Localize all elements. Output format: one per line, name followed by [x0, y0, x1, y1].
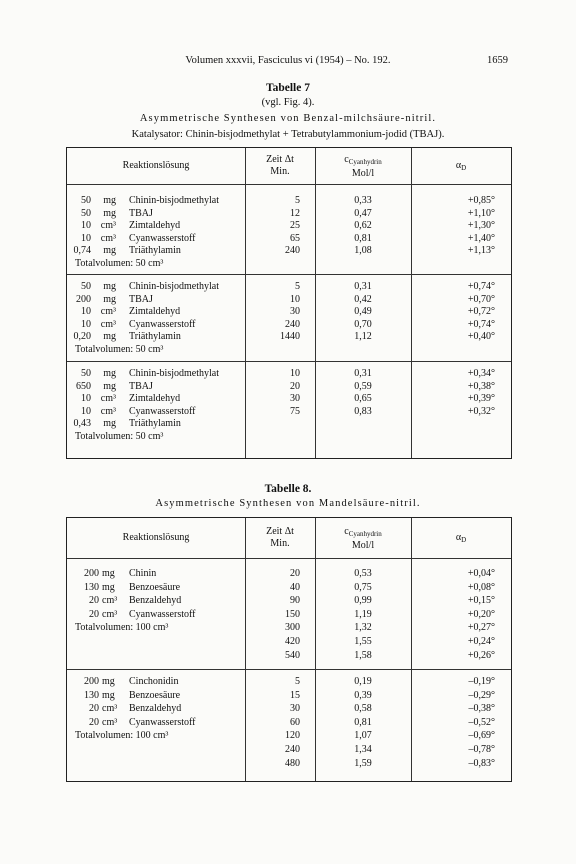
header-alpha [411, 160, 511, 174]
concentration-value: 1,07 [354, 730, 372, 742]
alpha-value: +0,20° [467, 608, 495, 620]
solution-component: Triäthylamin [129, 331, 181, 342]
concentration-value: 0,81 [354, 232, 372, 244]
header-conc-unit: Mol/l [351, 168, 375, 179]
concentration-value: 0,83 [354, 405, 372, 417]
time-value: 65 [290, 232, 300, 244]
concentration-value: 1,32 [354, 622, 372, 634]
solution-unit: mg [102, 676, 115, 687]
concentration-value: 0,58 [354, 703, 372, 715]
total-volume: Totalvolumen: 100 cm³ [75, 730, 169, 742]
solution-unit: mg [103, 368, 116, 379]
solution-unit: cm³ [102, 716, 118, 728]
solution-unit: mg [102, 689, 115, 701]
concentration-value: 0,65 [354, 393, 372, 404]
header-alpha-symbol: α [455, 532, 462, 543]
solution-amount: 20 [89, 595, 99, 607]
header-concentration [315, 154, 411, 180]
alpha-value: +1,40° [467, 232, 495, 244]
page-number: 1659 [487, 55, 508, 66]
header-conc-subscript: Cyanhydrin [348, 158, 382, 166]
concentration-value: 0,75 [354, 581, 372, 593]
time-value: 120 [285, 730, 300, 742]
concentration-value: 0,39 [354, 689, 372, 701]
solution-amount: 200 [84, 568, 99, 579]
header-conc-symbol: c [344, 154, 349, 165]
solution-component: Cyanwasserstoff [129, 405, 196, 417]
solution-component: Cinchonidin [129, 676, 179, 687]
solution-unit: cm³ [100, 393, 116, 404]
time-value: 300 [285, 622, 300, 634]
solution-unit: mg [103, 293, 116, 305]
solution-unit: cm³ [100, 405, 116, 417]
solution-unit: mg [103, 418, 116, 429]
solution-unit: mg [102, 581, 115, 593]
solution-amount: 50 [81, 368, 91, 379]
concentration-value: 0,81 [354, 716, 372, 728]
solution-amount: 50 [81, 207, 91, 219]
alpha-value: +0,08° [467, 581, 495, 593]
concentration-value: 1,12 [354, 331, 372, 342]
table7-title: Tabelle 7 [266, 82, 310, 94]
header-conc-label [315, 526, 411, 540]
alpha-value: +0,38° [467, 380, 495, 392]
solution-amount: 0,43 [73, 418, 91, 429]
header-reaction: Reaktionslösung [122, 532, 190, 543]
alpha-value: +0,27° [467, 622, 495, 634]
concentration-value: 0,31 [354, 281, 372, 292]
table8 [66, 517, 512, 782]
time-value: 30 [290, 393, 300, 404]
header-divider [67, 558, 511, 559]
solution-amount: 130 [84, 689, 99, 701]
solution-unit: cm³ [102, 703, 118, 715]
time-value: 240 [285, 245, 300, 256]
time-value: 150 [285, 608, 300, 620]
solution-amount: 0,20 [73, 331, 91, 342]
alpha-value: +0,85° [467, 195, 495, 206]
alpha-value: –0,29° [468, 689, 495, 701]
alpha-value: +0,70° [467, 293, 495, 305]
alpha-value: +1,10° [467, 207, 495, 219]
total-volume: Totalvolumen: 50 cm³ [75, 343, 164, 355]
header-conc-unit: Mol/l [351, 540, 375, 551]
time-value: 240 [285, 318, 300, 330]
time-value: 75 [290, 405, 300, 417]
solution-component: TBAJ [129, 380, 153, 392]
table8-title: Tabelle 8. [264, 483, 312, 495]
table7-subtitle: Asymmetrische Synthesen von Benzal-milchsäure-nitril. [139, 113, 437, 124]
time-value: 10 [290, 368, 300, 379]
header-reaction: Reaktionslösung [122, 160, 190, 171]
journal-citation: Volumen xxxvii, Fasciculus vi (1954) – No. 192. [185, 55, 391, 66]
concentration-value: 1,59 [354, 757, 372, 769]
solution-component: TBAJ [129, 293, 153, 305]
concentration-value: 1,55 [354, 636, 372, 647]
time-value: 480 [285, 757, 300, 769]
solution-unit: mg [103, 331, 116, 342]
alpha-value: +0,32° [467, 405, 495, 417]
time-value: 12 [290, 207, 300, 219]
solution-unit: cm³ [100, 306, 116, 317]
solution-component: Zimtaldehyd [129, 393, 181, 404]
solution-amount: 130 [84, 581, 99, 593]
alpha-value: +0,04° [467, 568, 495, 579]
header-concentration [315, 526, 411, 552]
concentration-value: 0,19 [354, 676, 372, 687]
alpha-value: –0,38° [468, 703, 495, 715]
table7-catalyst: Katalysator: Chinin-bisjodmethylat + Tetrabutylammonium-jodid (TBAJ). [131, 129, 445, 140]
solution-amount: 20 [89, 703, 99, 715]
header-alpha-subscript: D [461, 536, 467, 544]
solution-amount: 10 [81, 405, 91, 417]
time-value: 240 [285, 744, 300, 755]
concentration-value: 0,31 [354, 368, 372, 379]
solution-amount: 10 [81, 318, 91, 330]
concentration-value: 0,47 [354, 207, 372, 219]
alpha-value: –0,83° [468, 757, 495, 769]
solution-unit: mg [103, 281, 116, 292]
concentration-value: 0,49 [354, 306, 372, 317]
time-value: 5 [295, 195, 300, 206]
group-divider [67, 669, 511, 670]
time-value: 5 [295, 676, 300, 687]
time-value: 5 [295, 281, 300, 292]
table7-figure-ref: (vgl. Fig. 4). [261, 97, 315, 108]
group-divider [67, 361, 511, 362]
header-conc-label [315, 154, 411, 168]
concentration-value: 0,53 [354, 568, 372, 579]
solution-component: Triäthylamin [129, 245, 181, 256]
solution-unit: mg [103, 245, 116, 256]
concentration-value: 0,99 [354, 595, 372, 607]
header-time-unit: Min. [270, 166, 290, 177]
solution-unit: mg [103, 195, 116, 206]
concentration-value: 0,62 [354, 220, 372, 231]
header-time [245, 526, 315, 550]
alpha-value: –0,52° [468, 716, 495, 728]
time-value: 30 [290, 306, 300, 317]
solution-unit: cm³ [100, 318, 116, 330]
solution-amount: 20 [89, 716, 99, 728]
solution-amount: 0,74 [73, 245, 91, 256]
concentration-value: 1,08 [354, 245, 372, 256]
alpha-value: +0,34° [467, 368, 495, 379]
alpha-value: +0,39° [467, 393, 495, 404]
alpha-value: +0,40° [467, 331, 495, 342]
concentration-value: 1,19 [354, 608, 372, 620]
time-value: 30 [290, 703, 300, 715]
solution-amount: 10 [81, 220, 91, 231]
header-divider [67, 184, 511, 185]
solution-amount: 10 [81, 306, 91, 317]
solution-component: Cyanwasserstoff [129, 716, 196, 728]
header-conc-symbol: c [344, 526, 349, 537]
header-alpha [411, 532, 511, 546]
table8-subtitle: Asymmetrische Synthesen von Mandelsäure-nitril. [155, 498, 421, 509]
solution-component: Chinin-bisjodmethylat [129, 195, 219, 206]
table7 [66, 147, 512, 459]
solution-component: Cyanwasserstoff [129, 232, 196, 244]
solution-amount: 50 [81, 195, 91, 206]
solution-component: Benzaldehyd [129, 703, 182, 715]
solution-component: TBAJ [129, 207, 153, 219]
solution-amount: 650 [76, 380, 91, 392]
alpha-value: –0,19° [468, 676, 495, 687]
solution-unit: cm³ [100, 232, 116, 244]
time-value: 60 [290, 716, 300, 728]
alpha-value: –0,78° [468, 744, 495, 755]
alpha-value: +0,72° [467, 306, 495, 317]
solution-unit: mg [103, 380, 116, 392]
solution-component: Chinin [129, 568, 157, 579]
time-value: 90 [290, 595, 300, 607]
alpha-value: +0,24° [467, 636, 495, 647]
solution-component: Benzoesäure [129, 581, 181, 593]
header-conc-subscript: Cyanhydrin [348, 530, 382, 538]
alpha-value: +0,15° [467, 595, 495, 607]
solution-unit: cm³ [100, 220, 116, 231]
solution-amount: 20 [89, 608, 99, 620]
header-time [245, 154, 315, 178]
header-time-label: Zeit Δt [266, 154, 294, 165]
alpha-value: +0,74° [467, 318, 495, 330]
solution-component: Zimtaldehyd [129, 306, 181, 317]
solution-component: Chinin-bisjodmethylat [129, 281, 219, 292]
group-divider [67, 274, 511, 275]
concentration-value: 0,33 [354, 195, 372, 206]
solution-amount: 200 [76, 293, 91, 305]
solution-unit: mg [103, 207, 116, 219]
concentration-value: 0,59 [354, 380, 372, 392]
header-alpha-subscript: D [461, 164, 467, 172]
total-volume: Totalvolumen: 50 cm³ [75, 257, 164, 269]
concentration-value: 0,42 [354, 293, 372, 305]
time-value: 10 [290, 293, 300, 305]
alpha-value: +1,13° [467, 245, 495, 256]
time-value: 20 [290, 380, 300, 392]
solution-unit: cm³ [102, 608, 118, 620]
solution-component: Zimtaldehyd [129, 220, 181, 231]
total-volume: Totalvolumen: 50 cm³ [75, 430, 164, 442]
time-value: 20 [290, 568, 300, 579]
alpha-value: +0,74° [467, 281, 495, 292]
header-time-unit: Min. [270, 538, 290, 549]
time-value: 540 [285, 649, 300, 661]
solution-amount: 50 [81, 281, 91, 292]
header-time-label: Zeit Δt [266, 526, 294, 537]
time-value: 15 [290, 689, 300, 701]
time-value: 420 [285, 636, 300, 647]
solution-component: Chinin-bisjodmethylat [129, 368, 219, 379]
solution-component: Benzoesäure [129, 689, 181, 701]
solution-amount: 10 [81, 232, 91, 244]
alpha-value: –0,69° [468, 730, 495, 742]
solution-component: Benzaldehyd [129, 595, 182, 607]
solution-component: Triäthylamin [129, 418, 181, 429]
solution-component: Cyanwasserstoff [129, 608, 196, 620]
concentration-value: 1,58 [354, 649, 372, 661]
time-value: 1440 [280, 331, 300, 342]
time-value: 25 [290, 220, 300, 231]
alpha-value: +0,26° [467, 649, 495, 661]
total-volume: Totalvolumen: 100 cm³ [75, 622, 169, 634]
solution-unit: cm³ [102, 595, 118, 607]
solution-unit: mg [102, 568, 115, 579]
alpha-value: +1,30° [467, 220, 495, 231]
time-value: 40 [290, 581, 300, 593]
solution-amount: 200 [84, 676, 99, 687]
concentration-value: 0,70 [354, 318, 372, 330]
solution-amount: 10 [81, 393, 91, 404]
solution-component: Cyanwasserstoff [129, 318, 196, 330]
concentration-value: 1,34 [354, 744, 372, 755]
header-alpha-symbol: α [455, 160, 462, 171]
